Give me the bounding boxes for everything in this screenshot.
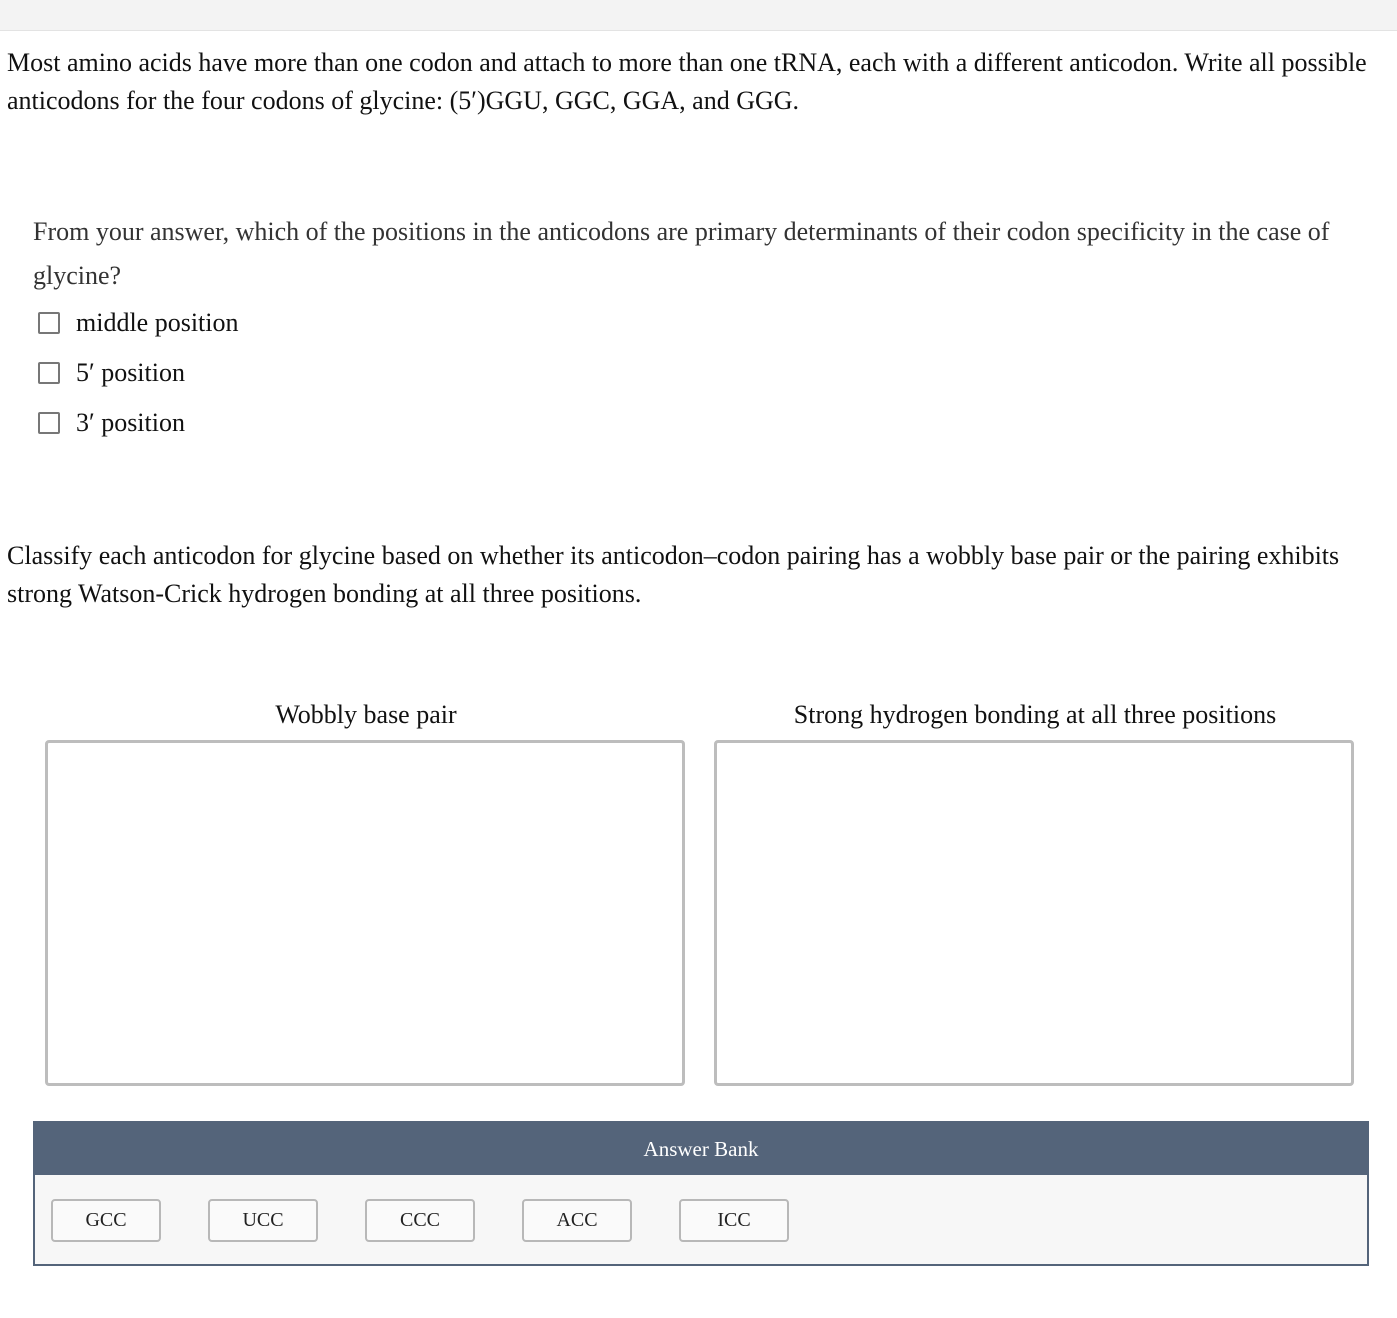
- answer-tile-gcc[interactable]: GCC: [51, 1199, 161, 1242]
- answer-bank-title: Answer Bank: [35, 1123, 1367, 1175]
- answer-bank-tiles: [51, 1199, 836, 1242]
- answer-tile-ucc[interactable]: UCC: [208, 1199, 318, 1242]
- answer-tile-icc[interactable]: ICC: [679, 1199, 789, 1242]
- option-label: 3′ position: [76, 408, 185, 437]
- option-3-prime-position[interactable]: [38, 398, 239, 448]
- checkbox-middle-position[interactable]: [38, 312, 60, 334]
- question-2-text: From your answer, which of the positions in the anticodons are primary determinants of their codon specificity in the case of glycine?: [33, 217, 1330, 290]
- answer-tile-acc[interactable]: ACC: [522, 1199, 632, 1242]
- checkbox-5-prime-position[interactable]: [38, 362, 60, 384]
- answer-bank: [33, 1121, 1369, 1266]
- position-options: [38, 298, 239, 448]
- bin-title-strong-bonding: Strong hydrogen bonding at all three positions: [793, 700, 1277, 729]
- question-1-text: Most amino acids have more than one codon and attach to more than one tRNA, each with a different anticodon. Write all possible anticodons for the four codons of glycine: (5′)GGU, GGC, GGA, and GGG.: [7, 48, 1367, 115]
- option-label: 5′ position: [76, 358, 185, 387]
- option-middle-position[interactable]: [38, 298, 239, 348]
- option-5-prime-position[interactable]: [38, 348, 239, 398]
- drop-zone-strong-bonding[interactable]: [714, 740, 1354, 1086]
- top-bar: [0, 0, 1397, 31]
- question-3-text: Classify each anticodon for glycine based on whether its anticodon–codon pairing has a wobbly base pair or the pairing exhibits strong Watson-Crick hydrogen bonding at all three positions.: [7, 541, 1340, 608]
- drop-zone-wobbly[interactable]: [45, 740, 685, 1086]
- bin-title-wobbly: Wobbly base pair: [275, 700, 457, 729]
- option-label: middle position: [76, 308, 239, 337]
- checkbox-3-prime-position[interactable]: [38, 412, 60, 434]
- answer-tile-ccc[interactable]: CCC: [365, 1199, 475, 1242]
